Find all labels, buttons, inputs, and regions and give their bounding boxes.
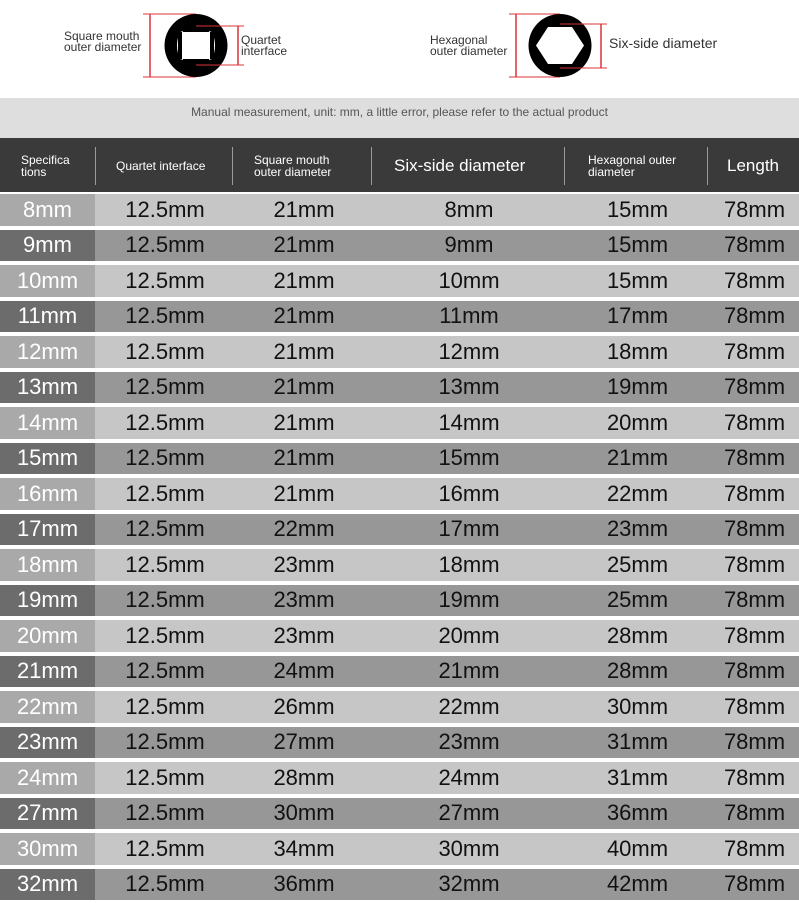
header-six-side-label: Six-side diameter — [394, 156, 526, 175]
header-spec — [21, 138, 93, 194]
length-cell: 78mm — [723, 338, 786, 364]
table-row — [0, 334, 799, 368]
length-cell: 78mm — [723, 693, 786, 719]
quartet-cell: 12.5mm — [125, 729, 205, 755]
table-row — [0, 192, 799, 226]
square-cell: 21mm — [273, 196, 335, 222]
spec-cell: 14mm — [0, 407, 95, 439]
hex-cell: 18mm — [606, 338, 669, 364]
square-outer-diameter-label: Square mouth outer diameter — [64, 29, 142, 54]
length-cell: 78mm — [723, 516, 786, 542]
table-header — [0, 138, 799, 194]
square-cell: 30mm — [273, 800, 335, 826]
square-cell: 21mm — [273, 232, 335, 258]
six-cell: 32mm — [438, 871, 500, 897]
table-row — [0, 441, 799, 475]
spec-cell: 32mm — [0, 869, 95, 901]
quartet-cell: 12.5mm — [125, 232, 205, 258]
table-row — [0, 228, 799, 262]
hex-cell: 40mm — [606, 835, 669, 861]
hex-outer-diameter-label: Hexagonal outer diameter — [430, 33, 508, 58]
hex-cell: 30mm — [606, 693, 669, 719]
quartet-cell: 12.5mm — [125, 764, 205, 790]
spec-cell: 21mm — [0, 656, 95, 688]
measurement-notice — [0, 98, 799, 138]
table-row — [0, 618, 799, 652]
square-cell: 21mm — [273, 267, 335, 293]
hex-cell: 17mm — [606, 303, 669, 329]
six-cell: 23mm — [438, 729, 500, 755]
six-cell: 19mm — [438, 587, 500, 613]
quartet-interface-label: Quartet interface — [241, 33, 288, 58]
six-cell: 16mm — [438, 480, 500, 506]
square-cell: 21mm — [273, 374, 335, 400]
six-cell: 22mm — [438, 693, 500, 719]
hex-cell: 31mm — [606, 764, 669, 790]
hex-cell: 15mm — [606, 196, 669, 222]
square-drive-opening — [177, 29, 215, 62]
table-row — [0, 512, 799, 546]
length-cell: 78mm — [723, 729, 786, 755]
dimension-diagrams — [0, 0, 799, 98]
six-cell: 27mm — [438, 800, 500, 826]
hex-cell: 15mm — [606, 267, 669, 293]
table-row — [0, 405, 799, 439]
quartet-cell: 12.5mm — [125, 480, 205, 506]
spec-cell: 10mm — [0, 265, 95, 297]
length-cell: 78mm — [723, 835, 786, 861]
header-square-label: Square mouth outer diameter — [254, 153, 332, 179]
six-cell: 18mm — [438, 551, 500, 577]
square-cell: 21mm — [273, 338, 335, 364]
length-cell: 78mm — [723, 445, 786, 471]
square-cell: 21mm — [273, 303, 335, 329]
square-cell: 23mm — [273, 551, 335, 577]
six-cell: 10mm — [438, 267, 500, 293]
header-divider — [564, 147, 565, 185]
length-cell: 78mm — [723, 374, 786, 400]
spec-cell: 24mm — [0, 762, 95, 794]
table-row — [0, 263, 799, 297]
header-divider — [371, 147, 372, 185]
length-cell: 78mm — [723, 196, 786, 222]
hex-cell: 15mm — [606, 232, 669, 258]
table-row — [0, 547, 799, 581]
square-cell: 36mm — [273, 871, 335, 897]
header-length-label: Length — [727, 156, 779, 175]
square-cell: 24mm — [273, 658, 335, 684]
six-cell: 21mm — [438, 658, 500, 684]
quartet-cell: 12.5mm — [125, 374, 205, 400]
quartet-cell: 12.5mm — [125, 587, 205, 613]
square-cell: 23mm — [273, 587, 335, 613]
hex-cell: 22mm — [606, 480, 669, 506]
spec-cell: 13mm — [0, 372, 95, 404]
header-square — [254, 138, 366, 194]
header-quartet-label: Quartet interface — [116, 159, 206, 173]
hex-cell: 42mm — [606, 871, 669, 897]
square-cell: 23mm — [273, 622, 335, 648]
hex-cell: 23mm — [606, 516, 669, 542]
hex-cell: 20mm — [606, 409, 669, 435]
table-row — [0, 476, 799, 510]
spec-cell: 15mm — [0, 443, 95, 475]
spec-cell: 16mm — [0, 478, 95, 510]
header-divider — [707, 147, 708, 185]
spec-cell: 30mm — [0, 833, 95, 865]
header-length — [727, 138, 797, 194]
header-spec-label: Specifica tions — [21, 153, 70, 179]
six-cell: 20mm — [438, 622, 500, 648]
spec-cell: 17mm — [0, 514, 95, 546]
quartet-cell: 12.5mm — [125, 338, 205, 364]
quartet-cell: 12.5mm — [125, 267, 205, 293]
quartet-cell: 12.5mm — [125, 445, 205, 471]
square-cell: 21mm — [273, 409, 335, 435]
square-cell: 21mm — [273, 445, 335, 471]
header-hex — [588, 138, 700, 194]
spec-cell: 22mm — [0, 691, 95, 723]
square-cell: 28mm — [273, 764, 335, 790]
quartet-cell: 12.5mm — [125, 196, 205, 222]
six-cell: 15mm — [438, 445, 500, 471]
table-row — [0, 760, 799, 794]
spec-cell: 9mm — [0, 230, 95, 262]
six-cell: 30mm — [438, 835, 500, 861]
six-side-diameter-label: Six-side diameter — [609, 35, 718, 51]
six-cell: 14mm — [438, 409, 500, 435]
hex-socket-diagram — [509, 14, 607, 77]
table-row — [0, 796, 799, 830]
measurement-notice-text: Manual measurement, unit: mm, a little error, please refer to the actual product — [191, 105, 608, 119]
table-row — [0, 689, 799, 723]
square-socket-diagram — [143, 14, 244, 77]
quartet-cell: 12.5mm — [125, 800, 205, 826]
quartet-cell: 12.5mm — [125, 622, 205, 648]
quartet-cell: 12.5mm — [125, 516, 205, 542]
table-row — [0, 654, 799, 688]
quartet-cell: 12.5mm — [125, 658, 205, 684]
length-cell: 78mm — [723, 587, 786, 613]
header-hex-label: Hexagonal outer diameter — [588, 153, 677, 179]
header-divider — [232, 147, 233, 185]
six-cell: 12mm — [438, 338, 500, 364]
square-cell: 26mm — [273, 693, 335, 719]
spec-cell: 20mm — [0, 620, 95, 652]
spec-cell: 8mm — [0, 194, 95, 226]
six-cell: 17mm — [438, 516, 500, 542]
length-cell: 78mm — [723, 267, 786, 293]
header-quartet — [116, 138, 228, 194]
spec-cell: 18mm — [0, 549, 95, 581]
length-cell: 78mm — [723, 658, 786, 684]
six-cell: 8mm — [444, 196, 494, 222]
spec-cell: 11mm — [0, 301, 95, 333]
length-cell: 78mm — [723, 622, 786, 648]
six-cell: 24mm — [438, 764, 500, 790]
spec-cell: 23mm — [0, 727, 95, 759]
hex-cell: 21mm — [606, 445, 669, 471]
header-six-side — [394, 138, 564, 194]
square-cell: 22mm — [273, 516, 335, 542]
hex-cell: 28mm — [606, 622, 669, 648]
square-cell: 34mm — [273, 835, 335, 861]
hex-cell: 31mm — [606, 729, 669, 755]
hex-cell: 25mm — [606, 587, 669, 613]
six-cell: 9mm — [444, 232, 494, 258]
length-cell: 78mm — [723, 409, 786, 435]
quartet-cell: 12.5mm — [125, 835, 205, 861]
length-cell: 78mm — [723, 800, 786, 826]
spec-cell: 19mm — [0, 585, 95, 617]
header-divider — [95, 147, 96, 185]
table-row — [0, 725, 799, 759]
length-cell: 78mm — [723, 871, 786, 897]
table-row — [0, 583, 799, 617]
six-cell: 11mm — [439, 303, 499, 329]
length-cell: 78mm — [723, 303, 786, 329]
hex-cell: 25mm — [606, 551, 669, 577]
length-cell: 78mm — [723, 232, 786, 258]
table-row — [0, 831, 799, 865]
quartet-cell: 12.5mm — [125, 551, 205, 577]
hex-cell: 36mm — [606, 800, 669, 826]
table-row — [0, 867, 799, 901]
quartet-cell: 12.5mm — [125, 303, 205, 329]
square-cell: 27mm — [273, 729, 335, 755]
length-cell: 78mm — [723, 480, 786, 506]
hex-cell: 19mm — [606, 374, 669, 400]
length-cell: 78mm — [723, 764, 786, 790]
spec-cell: 27mm — [0, 798, 95, 830]
quartet-cell: 12.5mm — [125, 409, 205, 435]
square-cell: 21mm — [273, 480, 335, 506]
quartet-cell: 12.5mm — [125, 693, 205, 719]
quartet-cell: 12.5mm — [125, 871, 205, 897]
six-cell: 13mm — [438, 374, 500, 400]
spec-cell: 12mm — [0, 336, 95, 368]
spec-table — [0, 138, 799, 903]
table-row — [0, 370, 799, 404]
hex-cell: 28mm — [606, 658, 669, 684]
table-row — [0, 299, 799, 333]
length-cell: 78mm — [723, 551, 786, 577]
